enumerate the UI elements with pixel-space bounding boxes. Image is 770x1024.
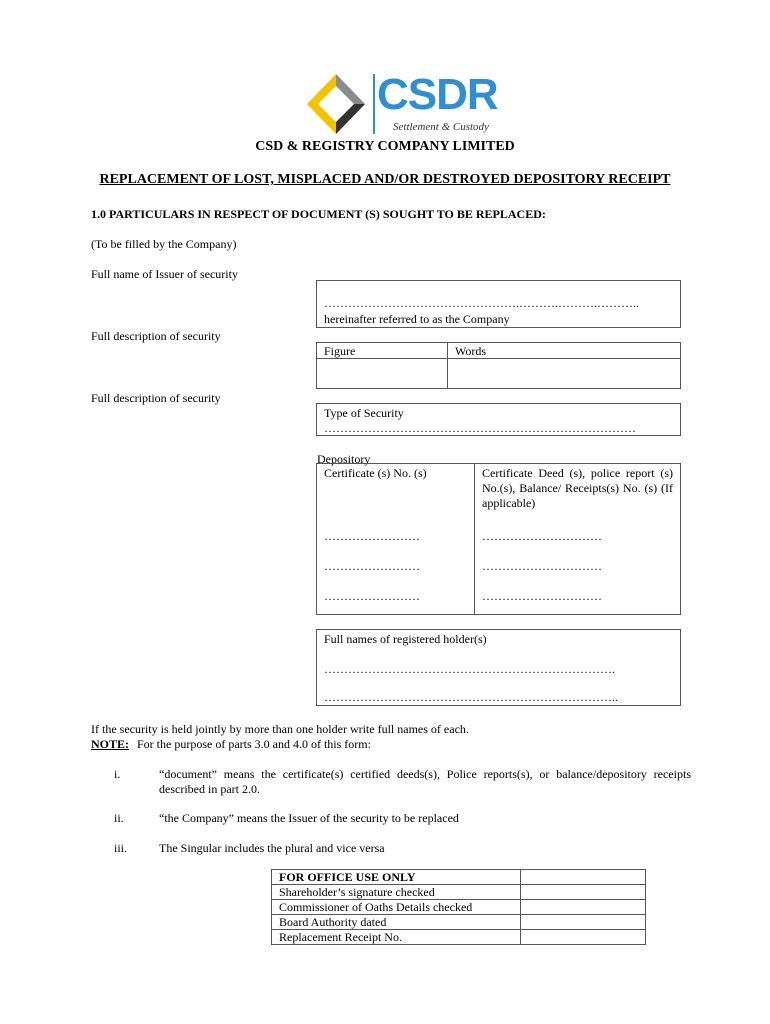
office-use-row-label: Replacement Receipt No. bbox=[272, 930, 521, 945]
office-use-heading: FOR OFFICE USE ONLY bbox=[272, 870, 521, 885]
figure-words-header-rule bbox=[316, 358, 681, 359]
logo-name: CSDR bbox=[377, 70, 498, 119]
certificate-deed-dots-1: ………………………… bbox=[482, 529, 602, 543]
issuer-suffix: hereinafter referred to as the Company bbox=[324, 312, 510, 326]
description-label-2: Full description of security bbox=[91, 391, 221, 405]
note-label: NOTE: bbox=[91, 737, 130, 751]
office-use-value-cell[interactable] bbox=[521, 915, 646, 930]
note-text: For the purpose of parts 3.0 and 4.0 of this form: bbox=[137, 737, 371, 751]
certificate-no-label: Certificate (s) No. (s) bbox=[324, 466, 427, 480]
office-use-row bbox=[272, 885, 646, 900]
definition-num-3: iii. bbox=[114, 841, 128, 855]
csdr-diamond-icon bbox=[305, 72, 367, 136]
figure-words-box[interactable] bbox=[316, 342, 681, 389]
office-use-value-cell[interactable] bbox=[521, 870, 646, 885]
certificate-no-dots-2: …………………… bbox=[324, 559, 420, 573]
office-use-row-label: Board Authority dated bbox=[272, 915, 521, 930]
holders-dots-2: ……………………………………………………………….. bbox=[324, 690, 618, 704]
issuer-dots: ………………………………………….……….……….……….. bbox=[324, 296, 639, 310]
definition-text-1: “document” means the certificate(s) certified deeds(s), Police reports(s), or balance/depository receipts described in part 2.0. bbox=[159, 767, 691, 796]
figure-words-divider bbox=[447, 342, 448, 389]
certificates-divider bbox=[474, 463, 475, 615]
logo-tagline: Settlement & Custody bbox=[393, 121, 489, 133]
logo-divider bbox=[373, 74, 375, 134]
office-use-row-label: Shareholder’s signature checked bbox=[272, 885, 521, 900]
office-use-row bbox=[272, 900, 646, 915]
certificate-deed-label: Certificate Deed (s), police report (s) No.(s), Balance/ Receipts(s) No. (s) (If applicable) bbox=[482, 466, 673, 510]
section-heading: 1.0 PARTICULARS IN RESPECT OF DOCUMENT (S) SOUGHT TO BE REPLACED: bbox=[91, 207, 546, 221]
office-use-header-row bbox=[272, 870, 646, 885]
office-use-row bbox=[272, 930, 646, 945]
definition-num-2: ii. bbox=[114, 811, 124, 825]
office-use-value-cell[interactable] bbox=[521, 930, 646, 945]
company-fill-note: (To be filled by the Company) bbox=[91, 237, 237, 251]
holders-dots-1: ………………………………………………………………. bbox=[324, 662, 615, 676]
office-use-row-label: Commissioner of Oaths Details checked bbox=[272, 900, 521, 915]
certificate-deed-dots-2: ………………………… bbox=[482, 559, 602, 573]
office-use-value-cell[interactable] bbox=[521, 900, 646, 915]
description-label-1: Full description of security bbox=[91, 329, 221, 343]
definition-text-3: The Singular includes the plural and vice versa bbox=[159, 841, 385, 855]
office-use-row bbox=[272, 915, 646, 930]
form-title: REPLACEMENT OF LOST, MISPLACED AND/OR DESTROYED DEPOSITORY RECEIPT bbox=[99, 172, 671, 187]
csdr-logo bbox=[305, 72, 510, 136]
office-use-table bbox=[271, 869, 646, 945]
security-type-label: Type of Security bbox=[324, 406, 404, 420]
issuer-label: Full name of Issuer of security bbox=[91, 267, 238, 281]
depository-label: Depository bbox=[317, 452, 371, 466]
joint-holders-note: If the security is held jointly by more than one holder write full names of each. bbox=[91, 722, 469, 736]
words-label: Words bbox=[455, 344, 487, 358]
definition-text-2: “the Company” means the Issuer of the security to be replaced bbox=[159, 811, 459, 825]
figure-label: Figure bbox=[324, 344, 356, 358]
security-type-dots: …………………………………………………………………… bbox=[324, 421, 636, 435]
office-use-value-cell[interactable] bbox=[521, 885, 646, 900]
certificate-deed-dots-3: ………………………… bbox=[482, 589, 602, 603]
holders-label: Full names of registered holder(s) bbox=[324, 632, 487, 646]
company-name: CSD & REGISTRY COMPANY LIMITED bbox=[255, 139, 515, 154]
definition-num-1: i. bbox=[114, 767, 121, 781]
certificate-no-dots-3: …………………… bbox=[324, 589, 420, 603]
certificate-no-dots-1: …………………… bbox=[324, 529, 420, 543]
